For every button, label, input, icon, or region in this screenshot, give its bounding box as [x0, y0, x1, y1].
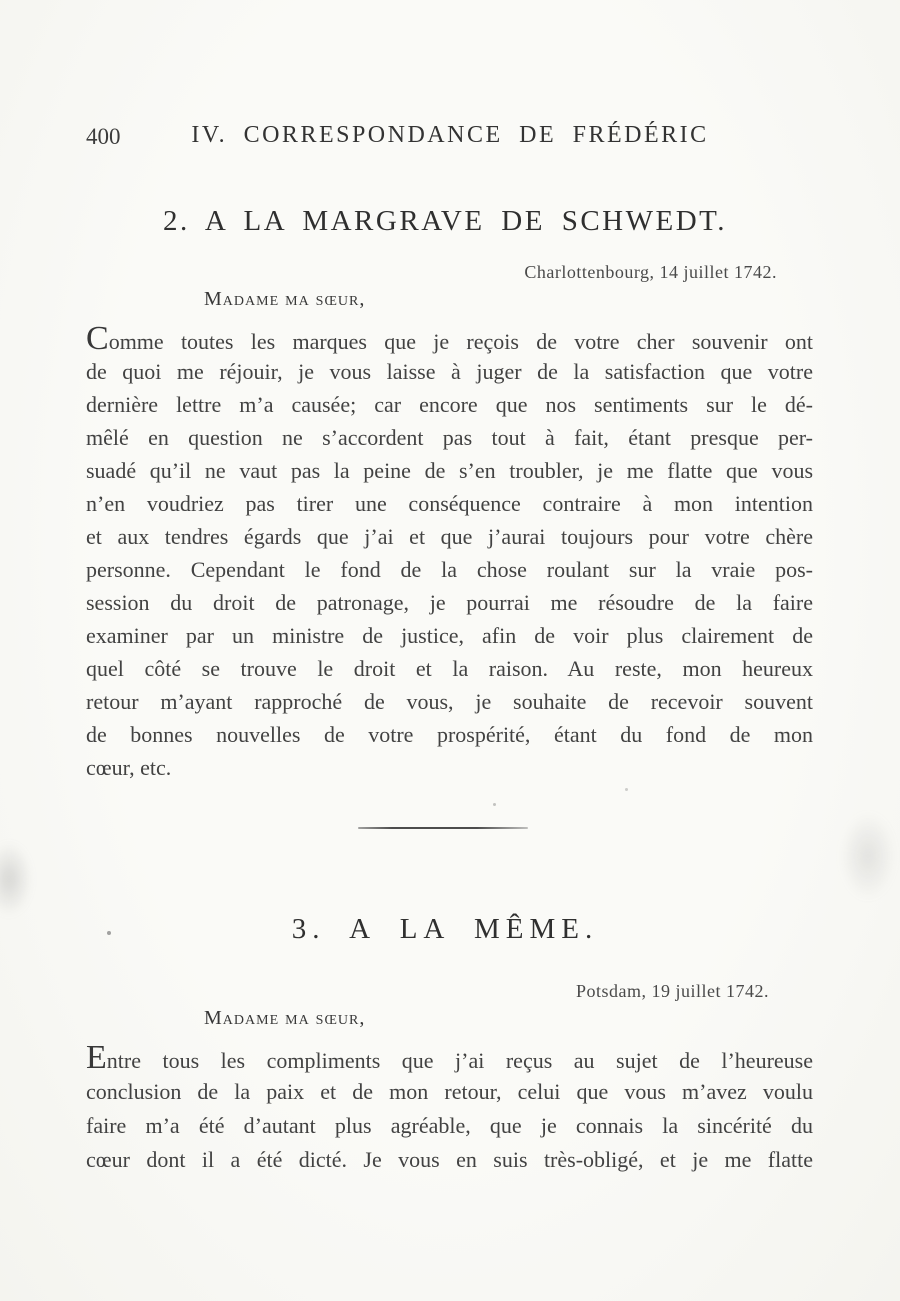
text-line: session du droit de patronage, je pourrai me résoudre de la faire	[86, 590, 813, 615]
text-line: n’en voudriez pas tirer une conséquence contraire à mon intention	[86, 491, 813, 516]
text-line: mêlé en question ne s’accordent pas tout à fait, étant presque per-	[86, 425, 813, 450]
scan-speck	[493, 803, 496, 806]
scan-speck	[625, 788, 628, 791]
text-line: suadé qu’il ne vaut pas la peine de s’en troubler, je me flatte que vous	[86, 458, 813, 483]
letter-3-body	[86, 1041, 813, 1177]
text-line: examiner par un ministre de justice, afin de voir plus clairement de	[86, 623, 813, 648]
page-number: 400	[86, 124, 121, 149]
text-line	[86, 322, 813, 355]
text-line: conclusion de la paix et de mon retour, celui que vous m’avez voulu	[86, 1079, 813, 1104]
initial-capital: C	[86, 320, 109, 357]
text-line: dernière lettre m’a causée; car encore que nos sentiments sur le dé-	[86, 392, 813, 417]
text-line	[86, 1041, 813, 1075]
letter-3-salutation: Madame ma sœur,	[204, 1007, 366, 1029]
letter-2-body	[86, 322, 813, 784]
text-line: personne. Cependant le fond de la chose roulant sur la vraie pos-	[86, 557, 813, 582]
text-line-rest: ntre tous les compliments que j’ai reçus au sujet de l’heureuse	[106, 1048, 813, 1073]
running-head	[86, 122, 814, 154]
text-line: et aux tendres égards que j’ai et que j’aurai toujours pour votre chère	[86, 524, 813, 549]
letter-2-salutation: Madame ma sœur,	[204, 288, 366, 310]
text-line: quel côté se trouve le droit et la raison. Au reste, mon heureux	[86, 656, 813, 681]
section-divider-rule	[358, 827, 528, 829]
scan-smudge	[0, 842, 32, 916]
scan-smudge	[840, 812, 896, 900]
letter-3-heading: 3. A LA MÊME.	[291, 913, 599, 945]
initial-capital: E	[86, 1039, 107, 1076]
letter-2-heading: 2. A LA MARGRAVE DE SCHWEDT.	[163, 205, 727, 237]
letter-3-dateline: Potsdam, 19 juillet 1742.	[575, 981, 769, 1001]
scan-speck	[107, 931, 111, 935]
text-line: de bonnes nouvelles de votre prospérité, étant du fond de mon	[86, 722, 813, 747]
text-line: cœur, etc.	[86, 755, 172, 780]
text-line: de quoi me réjouir, je vous laisse à juger de la satisfaction que votre	[86, 359, 813, 384]
running-head-title: IV. CORRESPONDANCE DE FRÉDÉRIC	[191, 122, 709, 148]
text-line: faire m’a été d’autant plus agréable, que je connais la sincérité du	[86, 1113, 813, 1138]
text-line-rest: omme toutes les marques que je reçois de votre cher souvenir ont	[108, 329, 813, 354]
text-line: retour m’ayant rapproché de vous, je souhaite de recevoir souvent	[86, 689, 813, 714]
text-line: cœur dont il a été dicté. Je vous en suis très-obligé, et je me flatte	[86, 1147, 813, 1172]
letter-2-dateline: Charlottenbourg, 14 juillet 1742.	[524, 262, 777, 282]
